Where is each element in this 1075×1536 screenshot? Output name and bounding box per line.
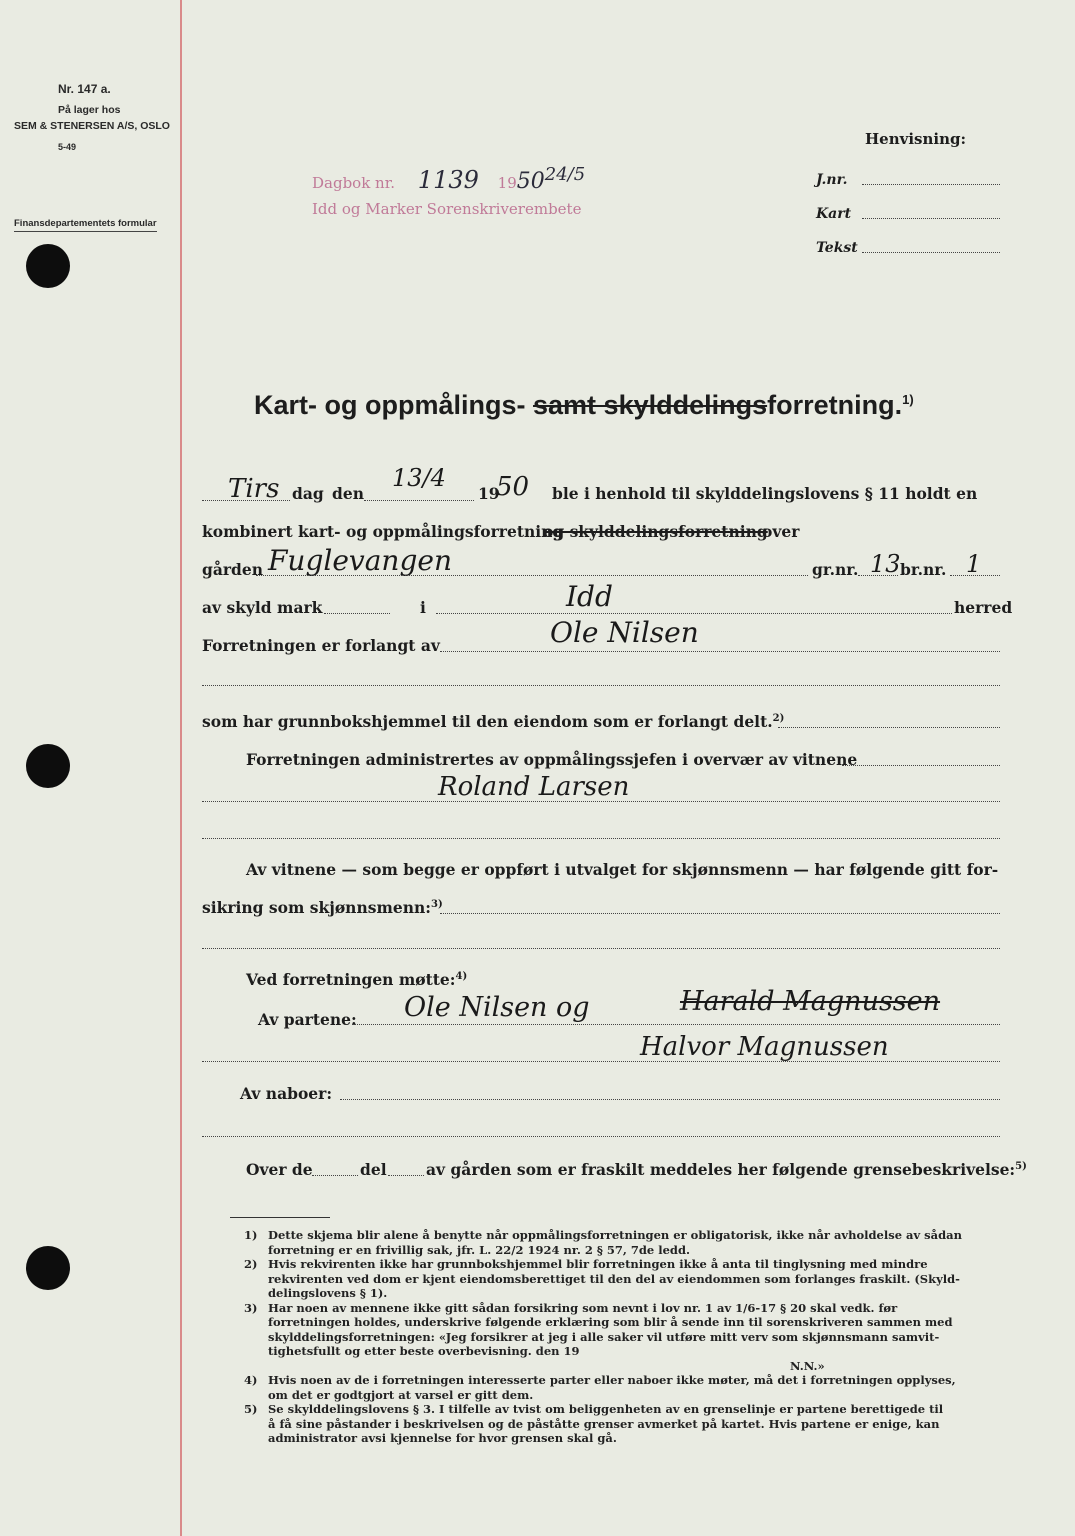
vitner-field[interactable]: [440, 913, 1000, 914]
naboer-label: Av naboer:: [240, 1084, 333, 1103]
grunnbok-footnote: 2): [772, 712, 785, 724]
footnote-line: tighetsfullt og etter beste overbevisning. den 19: [268, 1344, 580, 1358]
tekst-field[interactable]: [862, 252, 1000, 253]
stamp-year-prefix: 19: [497, 174, 517, 192]
line2-text: kombinert kart- og oppmålingsforretning: [202, 522, 564, 541]
forlangt-field[interactable]: [440, 651, 1000, 652]
diary-stamp: [312, 166, 585, 194]
motte-label: Ved forretningen møtte:$^{4)}$: [246, 970, 468, 989]
i-label: i: [420, 598, 426, 617]
stamp-year: 50: [516, 169, 545, 194]
title-part1: Kart- og oppmålings-: [254, 390, 526, 420]
grnr-field[interactable]: [858, 575, 898, 576]
punch-hole: [26, 1246, 70, 1290]
partene-field-2[interactable]: [202, 1061, 1000, 1062]
footnote-line: rekvirenten ved dom er kjent eiendomsberettiget til den del av eiendommen som forlanges fraskilt. (Skyld-: [268, 1271, 960, 1286]
footnote-line: om det er godtgjort at varsel er gitt dem.: [268, 1387, 534, 1402]
footnote-number: 2): [244, 1257, 258, 1271]
vitner-field-2[interactable]: [202, 948, 1000, 949]
footnote-line: Se skylddelingslovens § 3. I tilfelle av tvist om beliggenheten av en grenselinje er partene berettigede til: [268, 1402, 944, 1416]
stamp-prefix: Dagbok nr.: [312, 174, 396, 192]
line1-rest: ble i henhold til skylddelingslovens § 11 holdt en: [552, 484, 978, 503]
tekst-label: Tekst: [816, 240, 858, 256]
footnote-line: delingslovens § 1).: [268, 1286, 388, 1300]
footnote-line: Har noen av mennene ikke gitt sådan forsikring som nevnt i lov nr. 1 av 1/6-17 § 20 skal vedk. før: [268, 1300, 898, 1315]
footnote-line: forretningen holdes, underskrive følgende erklæring som blir å sende inn til sorenskriveren sammen med: [268, 1315, 953, 1329]
forlangt-field-2[interactable]: [202, 685, 1000, 686]
dag-label: dag: [292, 484, 324, 503]
admin-label: Forretningen administrertes av oppmålingssjefen i overvær av vitnene: [246, 750, 858, 769]
naboer-field-2[interactable]: [202, 1136, 1000, 1137]
skyld-field[interactable]: [324, 613, 390, 614]
vitner-line1: Av vitnene — som begge er oppført i utvalget for skjønnsmenn — har følgende gitt for-: [246, 860, 999, 879]
grnr-handwritten: 13: [870, 550, 901, 578]
footnote-line: Hvis noen av de i forretningen interesserte parter eller naboer ikke møter, må det i forretningen opplyses,: [268, 1373, 956, 1387]
footnote-number: 1): [244, 1228, 258, 1242]
year-prefix: 19: [478, 484, 500, 503]
witness-field-2[interactable]: [202, 838, 1000, 839]
title-part2: forretning.: [767, 390, 903, 420]
date-handwritten: 13/4: [392, 464, 446, 492]
naboer-field[interactable]: [340, 1099, 1000, 1100]
form-number: Nr. 147 a.: [58, 82, 111, 96]
jnr-label: J.nr.: [816, 172, 848, 188]
grunnbok-label: som har grunnbokshjemmel til den eiendom som er forlangt delt.$^{2)}$: [202, 712, 785, 731]
year-handwritten: 50: [496, 472, 530, 502]
over-de-label: Over de: [246, 1160, 313, 1179]
partene-handwritten-2: Halvor Magnussen: [640, 1032, 889, 1062]
partene-handwritten-1: Ole Nilsen og: [404, 992, 590, 1023]
kart-label: Kart: [816, 206, 852, 222]
vitner-line2: sikring som skjønnsmenn:$^{3)}$: [202, 898, 443, 917]
grnr-label: gr.nr.: [812, 560, 859, 579]
grunnbok-field[interactable]: [778, 727, 1000, 728]
footnote-separator: [230, 1217, 330, 1218]
over-footnote: 5): [1015, 1160, 1027, 1172]
margin-line: [180, 0, 182, 1536]
motte-footnote: 4): [455, 970, 468, 982]
witness-handwritten: Roland Larsen: [438, 772, 630, 802]
del-field[interactable]: [388, 1175, 424, 1176]
punch-hole: [26, 244, 70, 288]
skyld-label: av skyld mark: [202, 598, 323, 617]
brnr-label: br.nr.: [900, 560, 947, 579]
day-field[interactable]: [202, 500, 290, 501]
over-de-field[interactable]: [312, 1175, 358, 1176]
stamp-office: Idd og Marker Sorenskriverembete: [312, 200, 582, 218]
footnote-line: å få sine påstander i beskrivelsen og de påståtte grenser avmerket på kartet. Hvis partene er enige, kan: [268, 1416, 940, 1431]
partene-field[interactable]: [352, 1024, 1000, 1025]
brnr-handwritten: 1: [966, 550, 982, 578]
footnote-line: Dette skjema blir alene å benytte når oppmålingsforretningen er obligatorisk, ikke når avholdelse av sådan: [268, 1228, 962, 1242]
partene-handwritten-struck: Harald Magnussen: [680, 986, 941, 1017]
garden-handwritten: Fuglevangen: [268, 544, 452, 577]
del-label: del: [360, 1160, 387, 1179]
footnote-number: 5): [244, 1402, 258, 1416]
stock-line1: På lager hos: [58, 104, 121, 116]
over-rest: av gården som er fraskilt meddeles her følgende grensebeskrivelse:$^{5)}$: [426, 1160, 1027, 1179]
footnote-line: N.N.»: [790, 1358, 825, 1373]
footnote-number: 4): [244, 1373, 258, 1387]
garden-label: gården: [202, 560, 264, 579]
footnote-line: forretning er en frivillig sak, jfr. L. 22/2 1924 nr. 2 § 57, 7de ledd.: [268, 1242, 691, 1257]
page-title: [254, 390, 914, 421]
den-label: den: [332, 484, 364, 503]
footnote-number: 3): [244, 1300, 258, 1315]
title-footnote: 1): [902, 392, 914, 407]
herred-field[interactable]: [436, 613, 952, 614]
herred-label: herred: [954, 598, 1013, 617]
day-handwritten: Tirs: [228, 474, 280, 504]
forlangt-label: Forretningen er forlangt av: [202, 636, 440, 655]
punch-hole: [26, 744, 70, 788]
stamp-date: 24/5: [544, 164, 586, 185]
admin-field[interactable]: [842, 765, 1000, 766]
stamp-number: 1139: [417, 166, 479, 194]
herred-handwritten: Idd: [566, 580, 613, 613]
partene-label: Av partene:: [258, 1010, 357, 1029]
brnr-field[interactable]: [950, 575, 1000, 576]
footnote-line: Hvis rekvirenten ikke har grunnbokshjemmel blir forretningen ikke å anta til tinglysning med mindre: [268, 1257, 928, 1271]
reference-title: Henvisning:: [865, 130, 967, 148]
kart-field[interactable]: [862, 218, 1000, 219]
vitner-footnote: 3): [430, 898, 443, 910]
witness-field[interactable]: [202, 801, 1000, 802]
date-code: 5-49: [58, 142, 77, 152]
ministry-formular: Finansdepartementets formular: [14, 218, 157, 232]
garden-field[interactable]: [256, 575, 808, 576]
footnote-line: skylddelingsforretningen: «Jeg forsikrer at jeg i alle saker vil utføre mitt verv som skjønnsmann samvit-: [268, 1329, 940, 1344]
forlangt-handwritten: Ole Nilsen: [550, 616, 699, 649]
title-struck: samt skylddelings: [533, 390, 768, 420]
line2-struck: og skylddelingsforretning: [543, 522, 768, 541]
footnote-line: administrator avsi kjennelse for hvor grensen skal gå.: [268, 1431, 617, 1445]
jnr-field[interactable]: [862, 184, 1000, 185]
date-field[interactable]: [364, 500, 474, 501]
line2-end: over: [762, 522, 800, 541]
stock-line2: SEM & STENERSEN A/S, OSLO: [14, 120, 170, 132]
